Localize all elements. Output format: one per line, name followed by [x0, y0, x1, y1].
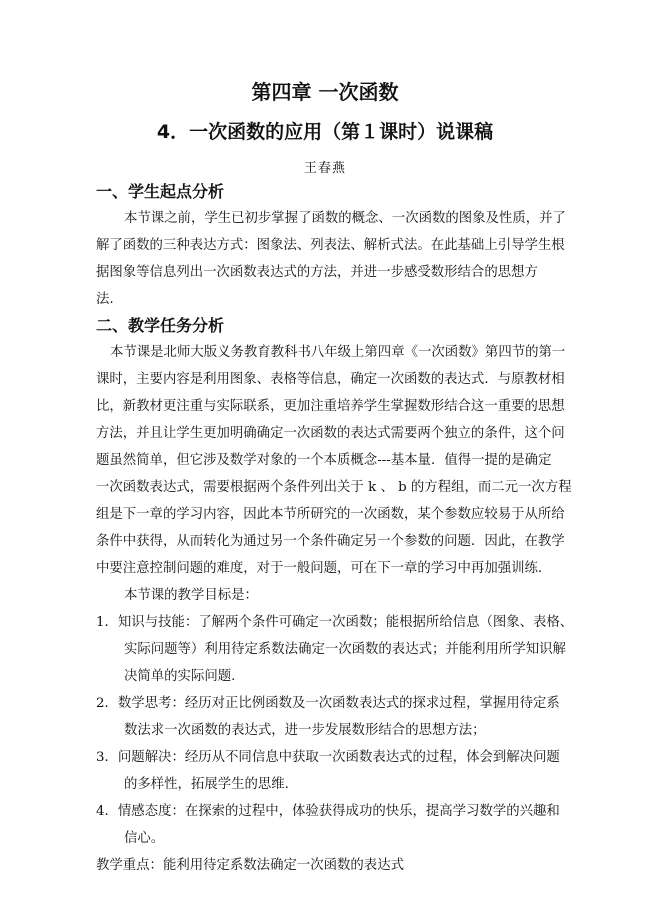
- objective-item: 3．问题解决：经历从不同信息中获取一次函数表达式的过程，体会到解决问题: [96, 750, 560, 765]
- lesson-title: 4．一次函数的应用（第１课时）说课稿: [156, 121, 494, 143]
- objectives-intro: 本节课的教学目标是：: [124, 588, 258, 603]
- paragraph-line: 课时，主要内容是利用图象、表格等信息，确定一次函数的表达式．与原教材相: [96, 372, 565, 387]
- paragraph-line: 条件中获得，从而转化为通过另一个条件确定另一个参数的问题．因此，在教学: [96, 534, 565, 549]
- paragraph-line: 法.: [96, 292, 114, 307]
- paragraph-line: 一次函数表达式，需要根据两个条件列出关于 k 、 b 的方程组，而二元一次方程: [96, 480, 572, 495]
- paragraph-line: 题虽然简单，但它涉及数学对象的一个本质概念---基本量．值得一提的是确定: [96, 453, 552, 468]
- objective-item-continuation: 数法求一次函数的表达式，进一步发展数形结合的思想方法；: [124, 723, 486, 738]
- paragraph-line: 方法，并且让学生更加明确确定一次函数的表达式需要两个独立的条件，这个问: [96, 426, 565, 441]
- paragraph-line: 中要注意控制问题的难度，对于一般问题，可在下一章的学习中再加强训练.: [96, 561, 543, 576]
- paragraph-line: 本节课之前，学生已初步掌握了函数的概念、一次函数的图象及性质，并了: [124, 211, 566, 226]
- objective-item: 2．数学思考：经历对正比例函数及一次函数表达式的探求过程，掌握用待定系: [96, 696, 560, 711]
- objective-item: 1．知识与技能：了解两个条件可确定一次函数；能根据所给信息（图象、表格、: [96, 615, 574, 630]
- paragraph-line: 据图象等信息列出一次函数表达式的方法，并进一步感受数形结合的思想方: [96, 265, 538, 280]
- objective-item-continuation: 实际问题等）利用待定系数法确定一次函数的表达式；并能利用所学知识解: [124, 642, 566, 657]
- objective-item-continuation: 信心。: [124, 831, 165, 846]
- objective-item-continuation: 的多样性，拓展学生的思维.: [124, 777, 289, 792]
- objective-item-continuation: 决简单的实际问题.: [124, 669, 236, 684]
- section-heading-task-analysis: 二、教学任务分析: [96, 316, 225, 335]
- author-name: 王春燕: [303, 161, 346, 176]
- paragraph-line: 本节课是北师大版义务教育教科书八年级上第四章《一次函数》第四节的第一: [110, 345, 566, 360]
- section-heading-student-analysis: 一、学生起点分析: [96, 182, 225, 201]
- objective-item: 4．情感态度：在探索的过程中，体验获得成功的快乐，提高学习数学的兴趣和: [96, 804, 560, 819]
- chapter-title: 第四章 一次函数: [251, 80, 399, 104]
- teaching-key-point: 教学重点：能利用待定系数法确定一次函数的表达式: [96, 858, 404, 873]
- paragraph-line: 比，新教材更注重与实际联系，更加注重培养学生掌握数形结合这一重要的思想: [96, 399, 565, 414]
- paragraph-line: 组是下一章的学习内容，因此本节所研究的一次函数，某个参数应较易于从所给: [96, 507, 565, 522]
- paragraph-line: 解了函数的三种表达方式：图象法、列表法、解析式法。在此基础上引导学生根: [96, 238, 565, 253]
